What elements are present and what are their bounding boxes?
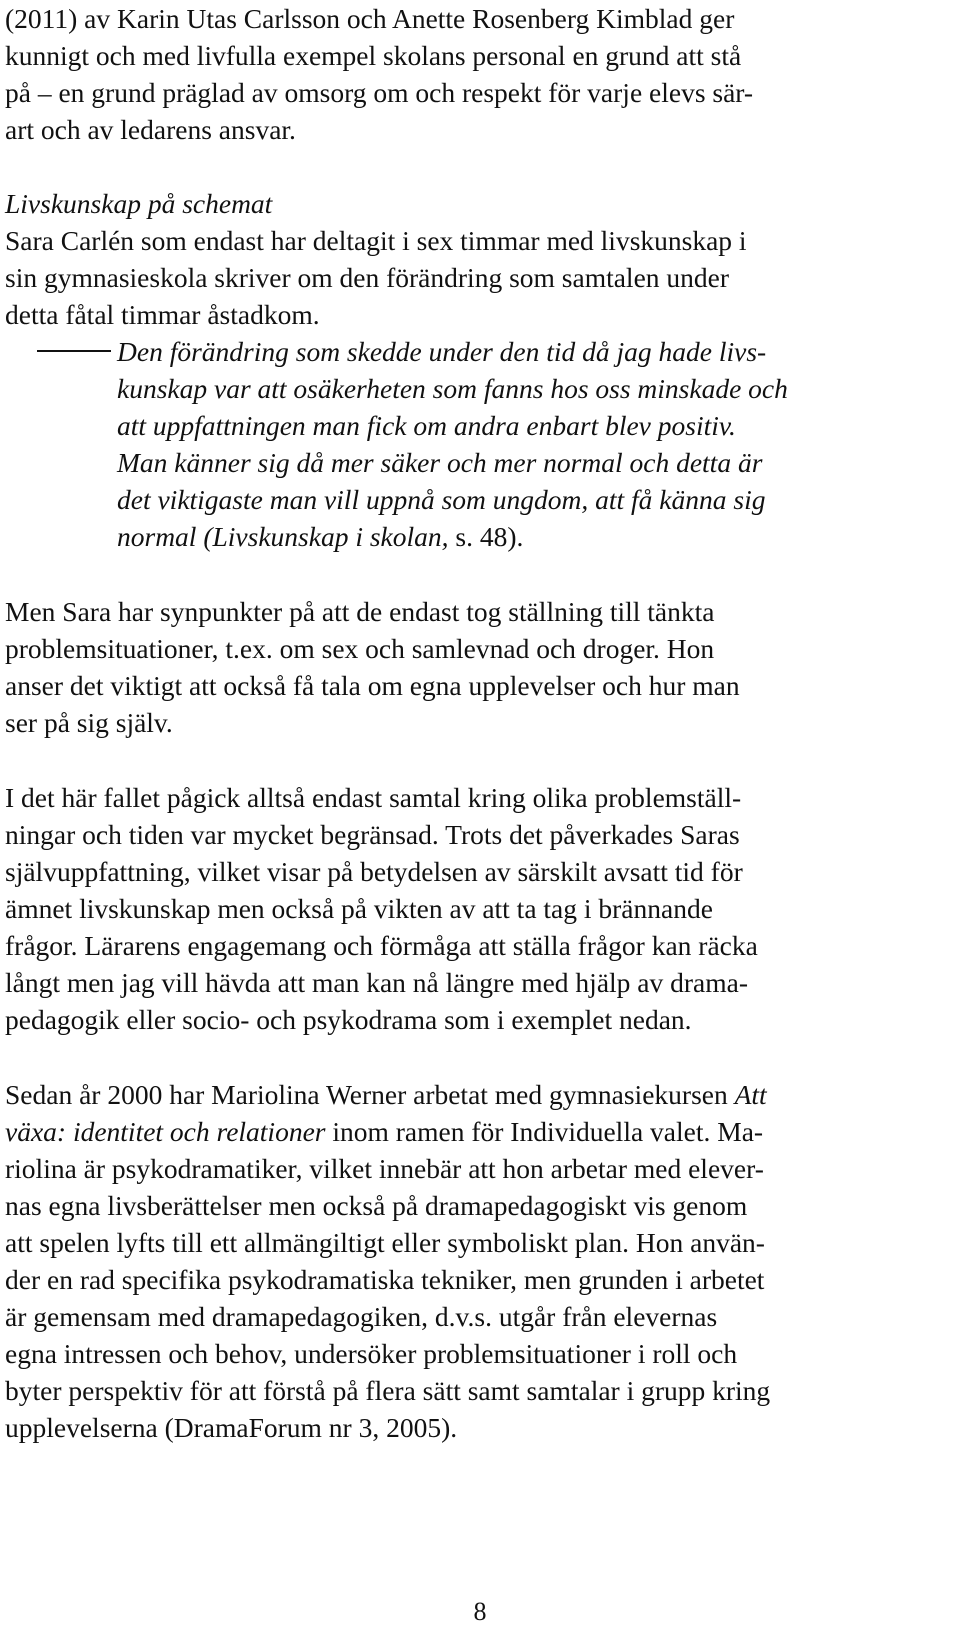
quote-line: Man känner sig då mer säker och mer normal och detta är xyxy=(117,447,763,478)
text-line: Men Sara har synpunkter på att de endast tog ställning till tänkta xyxy=(5,596,715,627)
quote-line: att uppfattningen man fick om andra enbart blev positiv. xyxy=(117,410,736,441)
block-quote-first-line xyxy=(5,333,766,370)
text-line: byter perspektiv för att förstå på flera sätt samt samtalar i grupp kring xyxy=(5,1375,771,1406)
text-line: detta fåtal timmar åstadkom. xyxy=(5,299,320,330)
text-line: långt men jag vill hävda att man kan nå längre med hjälp av drama- xyxy=(5,967,748,998)
text-line: problemsituationer, t.ex. om sex och samlevnad och droger. Hon xyxy=(5,633,715,664)
course-title: växa: identitet och relationer xyxy=(5,1116,326,1147)
text-line: pedagogik eller socio- och psykodrama som i exemplet nedan. xyxy=(5,1004,692,1035)
text-line: riolina är psykodramatiker, vilket innebär att hon arbetar med elever- xyxy=(5,1153,764,1184)
text-line: på – en grund präglad av omsorg om och respekt för varje elevs sär- xyxy=(5,77,754,108)
text-line: att spelen lyfts till ett allmängiltigt eller symboliskt plan. Hon använ- xyxy=(5,1227,765,1258)
text-line: kunnigt och med livfulla exempel skolans personal en grund att stå xyxy=(5,40,742,71)
text-line: är gemensam med dramapedagogiken, d.v.s. utgår från elevernas xyxy=(5,1301,718,1332)
text-line xyxy=(5,1113,763,1150)
text-line: ningar och tiden var mycket begränsad. Trots det påverkades Saras xyxy=(5,819,740,850)
text-line: art och av ledarens ansvar. xyxy=(5,114,296,145)
quote-line: kunskap var att osäkerheten som fanns hos oss minskade och xyxy=(117,373,788,404)
text-line: I det här fallet pågick alltså endast samtal kring olika problemställ- xyxy=(5,782,742,813)
course-title: Att xyxy=(734,1079,767,1110)
text-line xyxy=(5,1076,767,1113)
text-line: upplevelserna (DramaForum nr 3, 2005). xyxy=(5,1412,458,1443)
citation-page: s. 48). xyxy=(448,521,524,552)
text-line: Sara Carlén som endast har deltagit i sex timmar med livskunskap i xyxy=(5,225,747,256)
text-span: Sedan år 2000 har Mariolina Werner arbetat med gymnasiekursen xyxy=(5,1079,735,1110)
page-number: 8 xyxy=(473,1597,487,1626)
text-line: anser det viktigt att också få tala om egna upplevelser och hur man xyxy=(5,670,740,701)
text-line: nas egna livsberättelser men också på dramapedagogiskt vis genom xyxy=(5,1190,748,1221)
text-line: sin gymnasieskola skriver om den förändring som samtalen under xyxy=(5,262,730,293)
citation-title: Livskunskap i skolan, xyxy=(212,521,449,552)
quote-line: det viktigaste man vill uppnå som ungdom, att få känna sig xyxy=(117,484,766,515)
text-line: (2011) av Karin Utas Carlsson och Anette Rosenberg Kimblad ger xyxy=(5,3,735,34)
quote-citation-line xyxy=(117,518,523,555)
text-line: ser på sig själv. xyxy=(5,707,173,738)
text-line: frågor. Lärarens engagemang och förmåga att ställa frågor kan räcka xyxy=(5,930,758,961)
quote-text: Den förändring som skedde under den tid då jag hade livs- xyxy=(117,336,767,367)
section-heading: Livskunskap på schemat xyxy=(5,188,273,219)
text-line: egna intressen och behov, undersöker problemsituationer i roll och xyxy=(5,1338,738,1369)
text-line: självuppfattning, vilket visar på betydelsen av särskilt avsatt tid för xyxy=(5,856,743,887)
text-span: inom ramen för Individuella valet. Ma- xyxy=(325,1116,764,1147)
text-line: der en rad specifika psykodramatiska tekniker, men grunden i arbetet xyxy=(5,1264,765,1295)
quote-text: normal ( xyxy=(117,521,213,552)
dash-icon xyxy=(37,350,111,352)
text-line: ämnet livskunskap men också på vikten av att ta tag i brännande xyxy=(5,893,713,924)
